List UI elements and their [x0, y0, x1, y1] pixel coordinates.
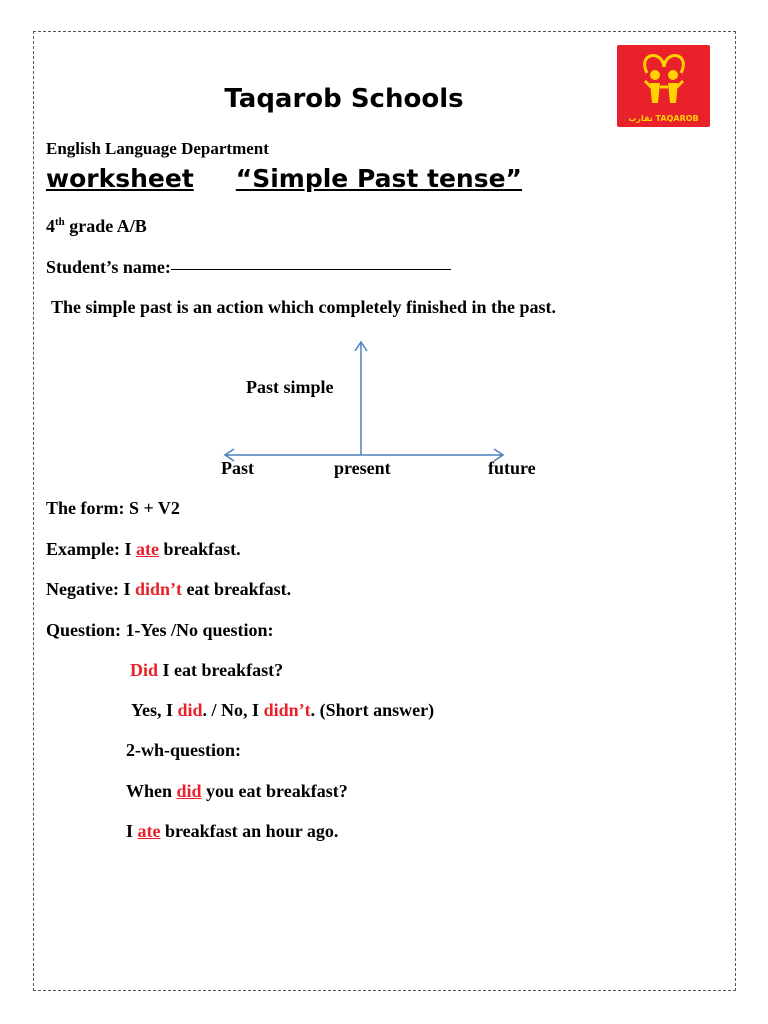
timeline-present: present	[334, 458, 391, 478]
example-line	[46, 539, 241, 560]
wh-answer-prefix: I	[126, 821, 138, 841]
wh-question-heading: 2-wh-question:	[126, 740, 242, 760]
timeline-past: Past	[221, 458, 254, 478]
student-name-line	[46, 257, 451, 278]
wh-answer-verb: ate	[137, 821, 161, 841]
example-verb: ate	[136, 539, 159, 559]
negative-suffix: eat breakfast.	[182, 579, 292, 599]
grade-line	[46, 216, 147, 237]
wh-verb: did	[176, 781, 202, 801]
school-logo	[617, 45, 710, 127]
student-name-label: Student’s name:	[46, 257, 171, 277]
page-title: Taqarob Schools	[224, 84, 464, 114]
question-verb: Did	[130, 660, 159, 680]
yes-no-question	[130, 660, 283, 681]
question-rest: I eat breakfast?	[158, 660, 284, 680]
answer-note: . (Short answer)	[310, 700, 435, 720]
student-name-blank[interactable]	[171, 269, 451, 270]
worksheet-word: worksheet	[46, 164, 194, 193]
wh-suffix: you eat breakfast?	[201, 781, 348, 801]
example-suffix: breakfast.	[158, 539, 241, 559]
answer-did: did	[177, 700, 203, 720]
wh-prefix: When	[126, 781, 177, 801]
logo-figures-icon	[617, 45, 710, 115]
answer-yes: Yes, I	[131, 700, 178, 720]
worksheet-topic: “Simple Past tense”	[235, 164, 522, 193]
worksheet-heading	[46, 164, 522, 193]
negative-prefix: Negative: I	[46, 579, 135, 599]
timeline-future: future	[488, 458, 536, 478]
wh-question-line	[126, 781, 348, 802]
wh-answer-line	[126, 821, 338, 842]
timeline-diagram	[0, 330, 768, 470]
form-line: The form: S + V2	[46, 498, 180, 518]
answer-no: . / No, I	[202, 700, 264, 720]
definition-text: The simple past is an action which completely finished in the past.	[51, 297, 557, 317]
department-label: English Language Department	[46, 139, 269, 158]
grade-text: grade A/B	[64, 216, 147, 236]
short-answer-line	[131, 700, 434, 721]
answer-didnt: didn’t	[263, 700, 311, 720]
negative-verb: didn’t	[134, 579, 183, 599]
grade-number: 4	[46, 216, 55, 236]
logo-text: تقارب TAQAROB	[628, 114, 699, 123]
timeline-label: Past simple	[246, 377, 334, 397]
grade-suffix: th	[55, 216, 65, 228]
example-prefix: Example: I	[46, 539, 136, 559]
negative-line	[46, 579, 291, 600]
wh-answer-suffix: breakfast an hour ago.	[160, 821, 339, 841]
question-heading: Question: 1-Yes /No question:	[46, 620, 274, 640]
